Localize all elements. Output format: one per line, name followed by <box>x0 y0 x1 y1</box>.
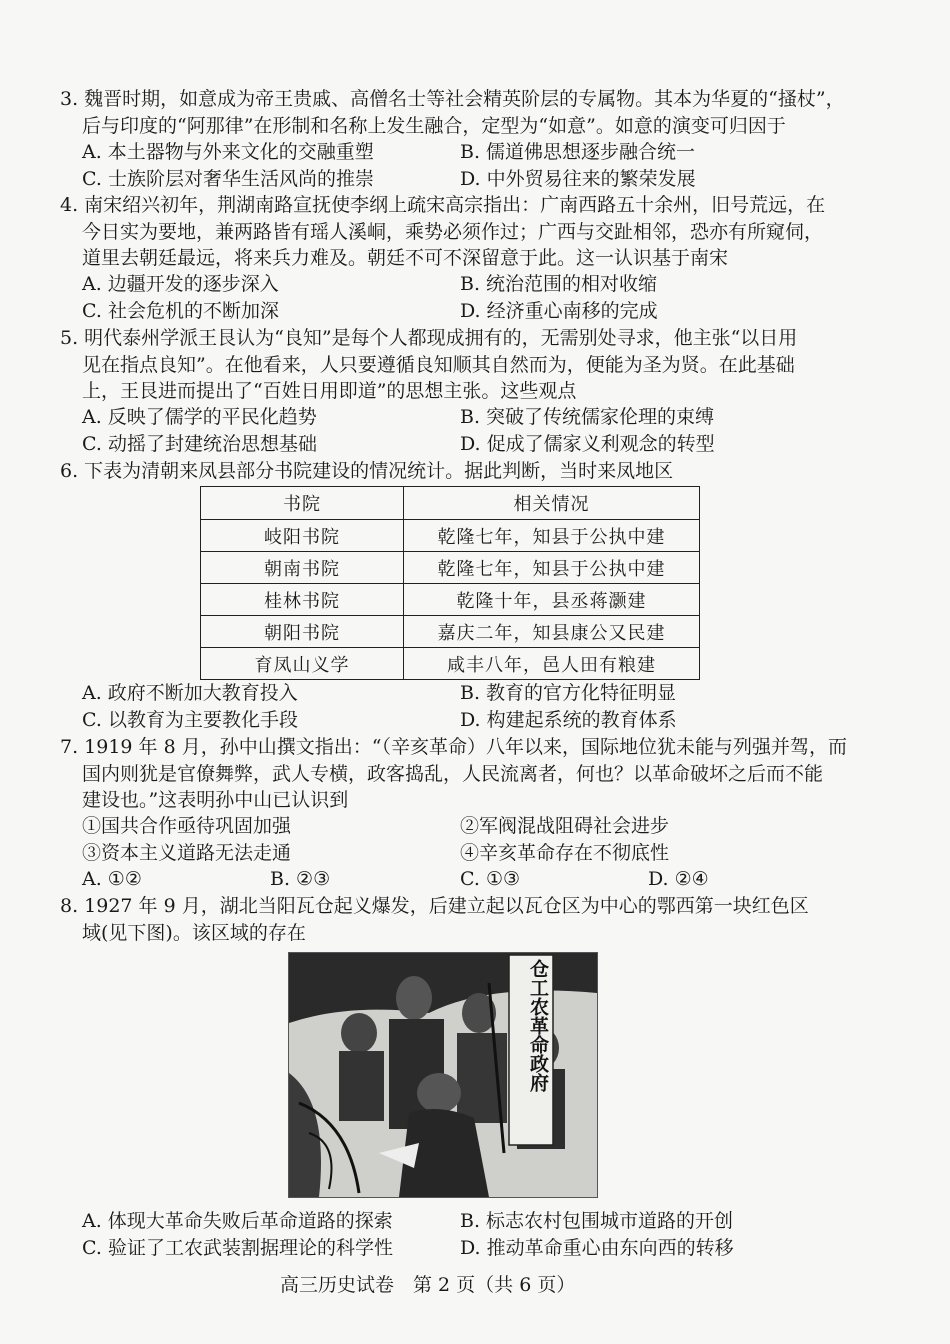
option-a: A. 反映了儒学的平民化趋势 <box>82 406 317 428</box>
stem-line: 见在指点良知”。在他看来，人只要遵循良知顺其自然而为，便能为圣为贤。在此基础 <box>82 353 795 376</box>
question-6-stem <box>60 458 840 485</box>
statement-item: ②军阀混战阻碍社会进步 <box>460 815 670 837</box>
table-cell: 朝阳书院 <box>201 616 404 648</box>
academy-table <box>200 486 700 680</box>
stem-line: 国内则犹是官僚舞弊，武人专横，政客捣乱，人民流离者，何也？以革命破坏之后而不能 <box>82 762 824 785</box>
option-b: B. 突破了传统儒家伦理的束缚 <box>460 406 715 428</box>
table-row <box>201 584 700 616</box>
table-cell: 朝南书院 <box>201 552 404 584</box>
question-3-stem <box>60 86 845 139</box>
banner-text: 仓工农革命政府 <box>527 959 549 1092</box>
question-5-options <box>82 404 842 457</box>
question-8-stem <box>60 893 840 946</box>
option-b: B. ②③ <box>270 868 331 890</box>
table-cell: 桂林书院 <box>201 584 404 616</box>
option-a: A. 体现大革命失败后革命道路的探索 <box>82 1210 393 1232</box>
question-5-stem <box>60 325 840 405</box>
option-a: A. 政府不断加大教育投入 <box>82 682 298 704</box>
table-cell: 咸丰八年，邑人田有粮建 <box>404 648 700 680</box>
option-d: D. 推动革命重心由东向西的转移 <box>460 1236 734 1259</box>
stem-line: 3. 魏晋时期，如意成为帝王贵戚、高僧名士等社会精英阶层的专属物。其本为华夏的“搔杖”， <box>60 88 845 110</box>
stem-line: 建设也。”这表明孙中山已认识到 <box>82 789 349 811</box>
table-cell: 乾隆七年，知县于公执中建 <box>404 520 700 552</box>
stem-line: 后与印度的“阿那律”在形制和名称上发生融合，定型为“如意”。如意的演变可归因于 <box>82 114 786 137</box>
option-a: A. 边疆开发的逐步深入 <box>82 273 279 295</box>
table-row <box>201 648 700 680</box>
table-header: 书院 <box>201 487 404 520</box>
statement-item: ③资本主义道路无法走通 <box>82 841 292 864</box>
option-c: C. ①③ <box>460 868 521 890</box>
option-c: C. 社会危机的不断加深 <box>82 299 279 322</box>
table-row <box>201 552 700 584</box>
page-footer: 高三历史试卷 第 2 页（共 6 页） <box>280 1274 576 1296</box>
option-d: D. 促成了儒家义利观念的转型 <box>460 432 715 455</box>
stem-line: 5. 明代泰州学派王艮认为“良知”是每个人都现成拥有的，无需别处寻求，他主张“以日用 <box>60 327 798 349</box>
stem-line: 6. 下表为清朝来凤县部分书院建设的情况统计。据此判断，当时来凤地区 <box>60 460 674 482</box>
question-4-options <box>82 271 842 324</box>
stem-line: 道里去朝廷最远，将来兵力难及。朝廷不可不深留意于此。这一认识基于南宋 <box>82 247 729 269</box>
stem-line: 域(见下图)。该区域的存在 <box>82 921 306 944</box>
table-cell: 嘉庆二年，知县康公又民建 <box>404 616 700 648</box>
stem-line: 7. 1919 年 8 月，孙中山撰文指出：“（辛亥革命）八年以来，国际地位犹未能与列强并驾，而 <box>60 736 847 758</box>
stem-line: 今日实为要地，兼两路皆有瑶人溪峒，乘势必须作过；广西与交趾相邻，恐亦有所窥伺， <box>82 220 824 243</box>
table-cell: 育凤山义学 <box>201 648 404 680</box>
question-8-options <box>82 1208 842 1261</box>
table-cell: 岐阳书院 <box>201 520 404 552</box>
table-row <box>201 520 700 552</box>
table-header: 相关情况 <box>404 487 700 520</box>
woodcut-drawing <box>289 953 597 1197</box>
table-row <box>201 616 700 648</box>
table-cell: 乾隆七年，知县于公执中建 <box>404 552 700 584</box>
option-b: B. 儒道佛思想逐步融合统一 <box>460 141 696 163</box>
question-7-stem <box>60 734 847 814</box>
option-c: C. 动摇了封建统治思想基础 <box>82 432 317 455</box>
option-c: C. 验证了工农武装割据理论的科学性 <box>82 1236 393 1259</box>
question-3-options <box>82 139 842 192</box>
option-b: B. 标志农村包围城市道路的开创 <box>460 1210 734 1232</box>
woodcut-illustration <box>288 952 598 1198</box>
option-c: C. 士族阶层对奢华生活风尚的推崇 <box>82 167 374 190</box>
table-header-row <box>201 487 700 520</box>
option-d: D. 经济重心南移的完成 <box>460 299 658 322</box>
question-6-options <box>82 680 842 733</box>
statement-item: ④辛亥革命存在不彻底性 <box>460 841 670 864</box>
question-4-stem <box>60 192 840 272</box>
table-cell: 乾隆十年，县丞蒋灏建 <box>404 584 700 616</box>
option-a: A. ①② <box>82 868 142 890</box>
option-d: D. 构建起系统的教育体系 <box>460 708 677 731</box>
option-d: D. ②④ <box>648 868 709 890</box>
option-b: B. 统治范围的相对收缩 <box>460 273 658 295</box>
stem-line: 4. 南宋绍兴初年，荆湖南路宣抚使李纲上疏宋高宗指出：广南西路五十余州，旧号荒远，在 <box>60 194 826 216</box>
option-d: D. 中外贸易往来的繁荣发展 <box>460 167 696 190</box>
question-7-items <box>82 813 842 893</box>
option-b: B. 教育的官方化特征明显 <box>460 682 677 704</box>
stem-line: 上，王艮进而提出了“百姓日用即道”的思想主张。这些观点 <box>82 380 577 402</box>
option-c: C. 以教育为主要教化手段 <box>82 708 298 731</box>
stem-line: 8. 1927 年 9 月，湖北当阳瓦仓起义爆发，后建立起以瓦仓区为中心的鄂西第一块红色区 <box>60 895 809 917</box>
statement-item: ①国共合作亟待巩固加强 <box>82 815 292 837</box>
option-a: A. 本土器物与外来文化的交融重塑 <box>82 141 374 163</box>
